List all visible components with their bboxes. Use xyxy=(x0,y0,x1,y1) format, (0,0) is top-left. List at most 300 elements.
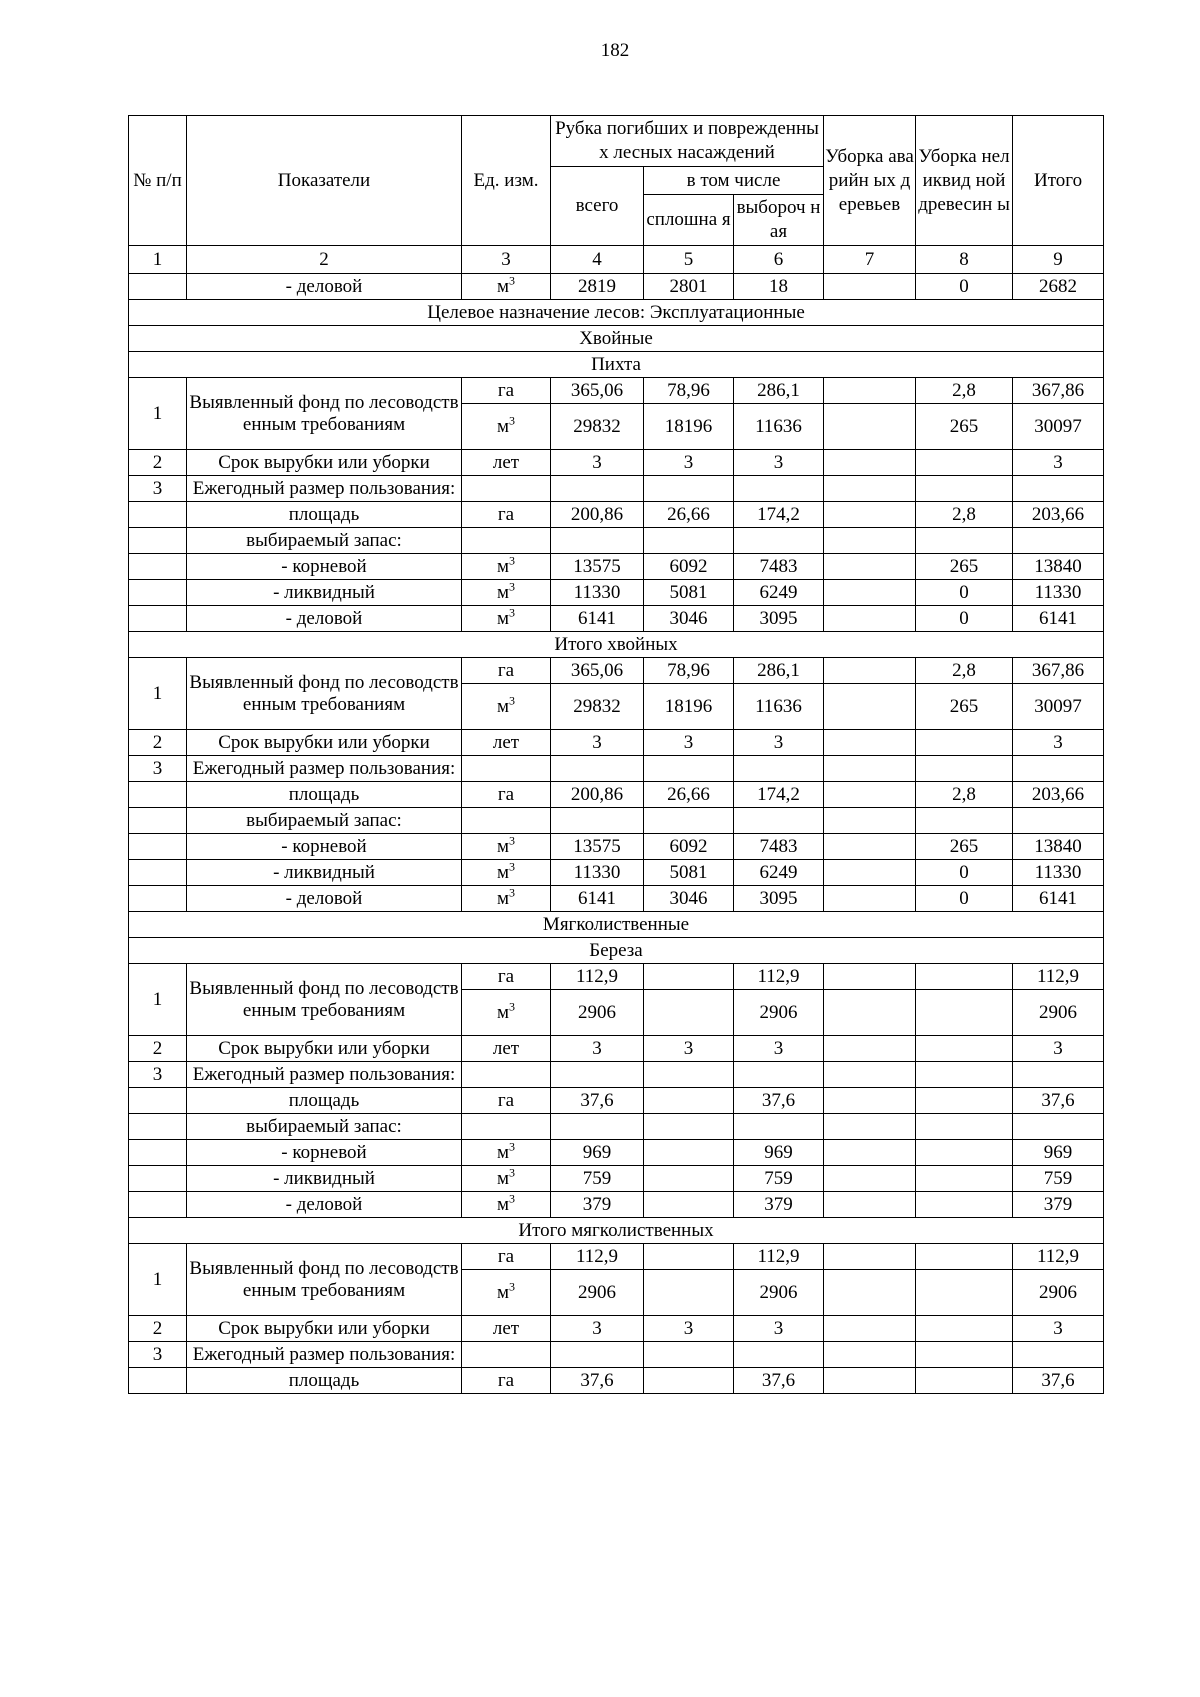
value-cell xyxy=(824,476,916,502)
section-title: Целевое назначение лесов: Эксплуатационные xyxy=(129,300,1104,326)
value-cell: 367,86 xyxy=(1013,658,1104,684)
table-row xyxy=(129,782,1104,808)
row-number xyxy=(129,554,187,580)
unit-text: м xyxy=(496,861,510,883)
row-label: - деловой xyxy=(187,886,462,912)
row-number xyxy=(129,1140,187,1166)
header-including: в том числе xyxy=(644,167,824,195)
unit-cell xyxy=(462,990,551,1036)
value-cell xyxy=(824,964,916,990)
unit-cell xyxy=(462,450,551,476)
row-label: - корневой xyxy=(187,554,462,580)
value-cell: 0 xyxy=(916,580,1013,606)
value-cell: 6092 xyxy=(644,834,734,860)
unit-cell xyxy=(462,658,551,684)
value-cell: 11330 xyxy=(551,860,644,886)
value-cell xyxy=(824,1244,916,1270)
column-number: 3 xyxy=(462,246,551,274)
value-cell: 3 xyxy=(734,730,824,756)
unit-superscript: 3 xyxy=(509,413,516,428)
row-number xyxy=(129,834,187,860)
row-label: - корневой xyxy=(187,834,462,860)
value-cell xyxy=(824,1088,916,1114)
value-cell: 759 xyxy=(1013,1166,1104,1192)
value-cell xyxy=(551,808,644,834)
value-cell: 30097 xyxy=(1013,404,1104,450)
row-label: Выявленный фонд по лесоводственным требованиям xyxy=(187,378,462,450)
value-cell: 7483 xyxy=(734,834,824,860)
value-cell: 3 xyxy=(734,1036,824,1062)
row-number: 2 xyxy=(129,730,187,756)
value-cell: 112,9 xyxy=(551,964,644,990)
value-cell: 3 xyxy=(644,450,734,476)
unit-cell xyxy=(462,404,551,450)
unit-cell xyxy=(462,1244,551,1270)
value-cell xyxy=(824,1192,916,1218)
value-cell xyxy=(644,1244,734,1270)
header-total-all: всего xyxy=(551,167,644,246)
value-cell xyxy=(824,1036,916,1062)
value-cell: 11330 xyxy=(1013,580,1104,606)
row-number xyxy=(129,886,187,912)
value-cell xyxy=(916,1244,1013,1270)
unit-cell xyxy=(462,1342,551,1368)
value-cell: 203,66 xyxy=(1013,782,1104,808)
value-cell: 78,96 xyxy=(644,378,734,404)
unit-text: м xyxy=(496,695,510,717)
value-cell: 3 xyxy=(644,1316,734,1342)
value-cell: 2801 xyxy=(644,274,734,300)
value-cell xyxy=(916,730,1013,756)
unit-superscript: 3 xyxy=(509,1139,516,1154)
value-cell: 969 xyxy=(551,1140,644,1166)
value-cell: 2,8 xyxy=(916,658,1013,684)
table-row xyxy=(129,528,1104,554)
value-cell: 3 xyxy=(734,1316,824,1342)
unit-cell xyxy=(462,964,551,990)
row-label: - ликвидный xyxy=(187,1166,462,1192)
value-cell: 7483 xyxy=(734,554,824,580)
value-cell: 112,9 xyxy=(551,1244,644,1270)
header-illiquid: Уборка неликвид ной древесин ы xyxy=(916,116,1013,246)
table-row xyxy=(129,274,1104,300)
unit-text: лет xyxy=(492,731,520,753)
value-cell xyxy=(644,528,734,554)
value-cell: 37,6 xyxy=(551,1088,644,1114)
value-cell: 0 xyxy=(916,606,1013,632)
value-cell: 2906 xyxy=(1013,990,1104,1036)
header-total: Итого xyxy=(1013,116,1104,246)
value-cell: 3 xyxy=(551,1036,644,1062)
value-cell: 29832 xyxy=(551,404,644,450)
value-cell xyxy=(916,1114,1013,1140)
unit-superscript: 3 xyxy=(509,1165,516,1180)
value-cell: 3 xyxy=(644,1036,734,1062)
table-row xyxy=(129,886,1104,912)
value-cell xyxy=(644,990,734,1036)
table-row xyxy=(129,580,1104,606)
row-number: 2 xyxy=(129,1316,187,1342)
value-cell: 3 xyxy=(1013,730,1104,756)
value-cell: 3095 xyxy=(734,886,824,912)
value-cell xyxy=(644,1166,734,1192)
value-cell xyxy=(824,808,916,834)
value-cell xyxy=(916,1062,1013,1088)
unit-text: м xyxy=(496,1141,510,1163)
value-cell: 286,1 xyxy=(734,378,824,404)
value-cell: 365,06 xyxy=(551,658,644,684)
value-cell xyxy=(916,1316,1013,1342)
unit-superscript: 3 xyxy=(509,273,516,288)
header-indicators: Показатели xyxy=(187,116,462,246)
unit-cell xyxy=(462,1192,551,1218)
unit-text: лет xyxy=(492,1317,520,1339)
value-cell xyxy=(734,1114,824,1140)
value-cell xyxy=(916,1270,1013,1316)
value-cell: 6141 xyxy=(1013,886,1104,912)
row-label: площадь xyxy=(187,1368,462,1394)
row-number: 3 xyxy=(129,756,187,782)
unit-superscript: 3 xyxy=(509,885,516,900)
unit-superscript: 3 xyxy=(509,579,516,594)
row-number xyxy=(129,606,187,632)
value-cell: 969 xyxy=(734,1140,824,1166)
unit-text: лет xyxy=(492,1037,520,1059)
column-number: 2 xyxy=(187,246,462,274)
row-number xyxy=(129,1114,187,1140)
value-cell xyxy=(916,808,1013,834)
value-cell: 11330 xyxy=(551,580,644,606)
row-number: 1 xyxy=(129,378,187,450)
value-cell xyxy=(824,1368,916,1394)
value-cell xyxy=(1013,1342,1104,1368)
value-cell xyxy=(734,476,824,502)
value-cell: 112,9 xyxy=(734,1244,824,1270)
unit-cell xyxy=(462,1316,551,1342)
value-cell: 13575 xyxy=(551,834,644,860)
table-row xyxy=(129,808,1104,834)
value-cell: 78,96 xyxy=(644,658,734,684)
table-row xyxy=(129,1166,1104,1192)
unit-text: м xyxy=(496,887,510,909)
row-number xyxy=(129,860,187,886)
value-cell xyxy=(824,782,916,808)
row-label: выбираемый запас: xyxy=(187,808,462,834)
value-cell xyxy=(644,1140,734,1166)
value-cell: 379 xyxy=(1013,1192,1104,1218)
value-cell: 18196 xyxy=(644,404,734,450)
value-cell: 3095 xyxy=(734,606,824,632)
value-cell: 6141 xyxy=(551,606,644,632)
value-cell: 13575 xyxy=(551,554,644,580)
row-label: выбираемый запас: xyxy=(187,1114,462,1140)
unit-cell xyxy=(462,886,551,912)
row-label: Выявленный фонд по лесоводственным требованиям xyxy=(187,1244,462,1316)
value-cell xyxy=(644,1368,734,1394)
section-row xyxy=(129,938,1104,964)
table-header xyxy=(129,116,1104,274)
value-cell: 265 xyxy=(916,834,1013,860)
row-label: - деловой xyxy=(187,1192,462,1218)
section-row xyxy=(129,1218,1104,1244)
value-cell: 3 xyxy=(551,1316,644,1342)
row-number: 1 xyxy=(129,658,187,730)
value-cell: 6141 xyxy=(1013,606,1104,632)
value-cell xyxy=(734,808,824,834)
value-cell: 3 xyxy=(734,450,824,476)
row-label: площадь xyxy=(187,1088,462,1114)
section-row xyxy=(129,326,1104,352)
value-cell: 3 xyxy=(1013,1036,1104,1062)
value-cell: 2,8 xyxy=(916,782,1013,808)
value-cell xyxy=(824,1270,916,1316)
row-label: Срок вырубки или уборки xyxy=(187,450,462,476)
value-cell xyxy=(1013,1062,1104,1088)
unit-cell xyxy=(462,1088,551,1114)
value-cell xyxy=(916,1368,1013,1394)
section-title: Итого мягколиственных xyxy=(129,1218,1104,1244)
unit-superscript: 3 xyxy=(509,553,516,568)
value-cell xyxy=(644,1192,734,1218)
value-cell: 969 xyxy=(1013,1140,1104,1166)
unit-cell xyxy=(462,1166,551,1192)
unit-text: м xyxy=(496,555,510,577)
unit-superscript: 3 xyxy=(509,1191,516,1206)
value-cell: 6092 xyxy=(644,554,734,580)
value-cell: 6249 xyxy=(734,860,824,886)
value-cell: 112,9 xyxy=(1013,964,1104,990)
row-number: 1 xyxy=(129,964,187,1036)
row-number xyxy=(129,580,187,606)
unit-text: га xyxy=(497,965,515,987)
table-row xyxy=(129,1088,1104,1114)
row-label: Ежегодный размер пользования: xyxy=(187,476,462,502)
table-row xyxy=(129,658,1104,684)
section-row xyxy=(129,632,1104,658)
unit-text: м xyxy=(496,1001,510,1023)
row-label: - деловой xyxy=(187,274,462,300)
unit-superscript: 3 xyxy=(509,1279,516,1294)
value-cell xyxy=(916,1088,1013,1114)
value-cell: 2819 xyxy=(551,274,644,300)
table-row xyxy=(129,502,1104,528)
table-row xyxy=(129,450,1104,476)
table-row xyxy=(129,378,1104,404)
value-cell xyxy=(916,964,1013,990)
table-row xyxy=(129,1140,1104,1166)
value-cell: 203,66 xyxy=(1013,502,1104,528)
value-cell xyxy=(644,1270,734,1316)
value-cell: 0 xyxy=(916,860,1013,886)
value-cell xyxy=(734,756,824,782)
value-cell xyxy=(824,274,916,300)
value-cell xyxy=(824,886,916,912)
row-number xyxy=(129,1368,187,1394)
table-row xyxy=(129,554,1104,580)
column-number: 4 xyxy=(551,246,644,274)
value-cell: 2,8 xyxy=(916,502,1013,528)
value-cell: 2906 xyxy=(734,1270,824,1316)
row-number xyxy=(129,528,187,554)
column-numbers-row xyxy=(129,246,1104,274)
table-row xyxy=(129,730,1104,756)
value-cell: 3 xyxy=(551,730,644,756)
unit-cell xyxy=(462,730,551,756)
value-cell xyxy=(824,658,916,684)
table-row xyxy=(129,1244,1104,1270)
value-cell xyxy=(644,1114,734,1140)
value-cell xyxy=(551,476,644,502)
value-cell xyxy=(824,450,916,476)
value-cell: 2682 xyxy=(1013,274,1104,300)
column-number: 7 xyxy=(824,246,916,274)
value-cell xyxy=(1013,808,1104,834)
unit-cell xyxy=(462,502,551,528)
table-row xyxy=(129,834,1104,860)
value-cell xyxy=(644,476,734,502)
table-row xyxy=(129,476,1104,502)
unit-cell xyxy=(462,834,551,860)
row-label: Ежегодный размер пользования: xyxy=(187,1062,462,1088)
row-number xyxy=(129,502,187,528)
value-cell xyxy=(824,860,916,886)
value-cell: 365,06 xyxy=(551,378,644,404)
value-cell xyxy=(824,1342,916,1368)
unit-text: га xyxy=(497,1369,515,1391)
column-number: 8 xyxy=(916,246,1013,274)
value-cell xyxy=(551,528,644,554)
value-cell: 37,6 xyxy=(1013,1088,1104,1114)
value-cell xyxy=(644,1088,734,1114)
unit-cell xyxy=(462,554,551,580)
value-cell: 37,6 xyxy=(734,1368,824,1394)
unit-cell xyxy=(462,1270,551,1316)
unit-superscript: 3 xyxy=(509,693,516,708)
row-label: - ликвидный xyxy=(187,860,462,886)
forest-felling-table xyxy=(128,115,1104,1394)
unit-cell xyxy=(462,1036,551,1062)
value-cell xyxy=(551,1062,644,1088)
unit-superscript: 3 xyxy=(509,833,516,848)
column-number: 5 xyxy=(644,246,734,274)
row-number: 1 xyxy=(129,1244,187,1316)
row-number: 2 xyxy=(129,1036,187,1062)
unit-cell xyxy=(462,808,551,834)
page-number: 182 xyxy=(600,40,630,61)
value-cell: 3 xyxy=(1013,450,1104,476)
table-row xyxy=(129,1036,1104,1062)
unit-superscript: 3 xyxy=(509,859,516,874)
value-cell xyxy=(824,528,916,554)
value-cell: 37,6 xyxy=(734,1088,824,1114)
value-cell: 18196 xyxy=(644,684,734,730)
table-row xyxy=(129,1342,1104,1368)
section-title: Пихта xyxy=(129,352,1104,378)
value-cell xyxy=(916,528,1013,554)
unit-text: м xyxy=(496,607,510,629)
table-row xyxy=(129,860,1104,886)
value-cell: 37,6 xyxy=(1013,1368,1104,1394)
value-cell: 5081 xyxy=(644,860,734,886)
value-cell: 0 xyxy=(916,886,1013,912)
unit-cell xyxy=(462,1062,551,1088)
value-cell xyxy=(734,1062,824,1088)
header-unit: Ед. изм. xyxy=(462,116,551,246)
unit-text: м xyxy=(496,1281,510,1303)
row-label: - деловой xyxy=(187,606,462,632)
value-cell xyxy=(824,1316,916,1342)
unit-text: м xyxy=(496,581,510,603)
value-cell: 3046 xyxy=(644,606,734,632)
section-row xyxy=(129,352,1104,378)
unit-cell xyxy=(462,684,551,730)
value-cell: 0 xyxy=(916,274,1013,300)
value-cell xyxy=(824,756,916,782)
value-cell: 6141 xyxy=(551,886,644,912)
value-cell xyxy=(644,964,734,990)
value-cell: 30097 xyxy=(1013,684,1104,730)
value-cell: 200,86 xyxy=(551,782,644,808)
value-cell: 2,8 xyxy=(916,378,1013,404)
value-cell xyxy=(916,1140,1013,1166)
value-cell: 3 xyxy=(644,730,734,756)
row-label: Срок вырубки или уборки xyxy=(187,1036,462,1062)
unit-cell xyxy=(462,606,551,632)
value-cell xyxy=(734,528,824,554)
value-cell: 112,9 xyxy=(1013,1244,1104,1270)
section-title: Береза xyxy=(129,938,1104,964)
value-cell xyxy=(824,378,916,404)
unit-text: м xyxy=(496,835,510,857)
value-cell: 13840 xyxy=(1013,834,1104,860)
value-cell: 11330 xyxy=(1013,860,1104,886)
unit-cell xyxy=(462,580,551,606)
row-label: Ежегодный размер пользования: xyxy=(187,756,462,782)
unit-superscript: 3 xyxy=(509,605,516,620)
value-cell: 759 xyxy=(551,1166,644,1192)
value-cell: 5081 xyxy=(644,580,734,606)
value-cell: 26,66 xyxy=(644,502,734,528)
header-num: № п/п xyxy=(129,116,187,246)
value-cell: 2906 xyxy=(1013,1270,1104,1316)
value-cell: 379 xyxy=(734,1192,824,1218)
section-title: Итого хвойных xyxy=(129,632,1104,658)
unit-cell xyxy=(462,756,551,782)
value-cell xyxy=(551,1114,644,1140)
value-cell: 759 xyxy=(734,1166,824,1192)
value-cell: 112,9 xyxy=(734,964,824,990)
table-row xyxy=(129,1316,1104,1342)
value-cell xyxy=(1013,1114,1104,1140)
value-cell: 18 xyxy=(734,274,824,300)
row-label: Выявленный фонд по лесоводственным требованиям xyxy=(187,964,462,1036)
column-number: 9 xyxy=(1013,246,1104,274)
table-row xyxy=(129,606,1104,632)
column-number: 6 xyxy=(734,246,824,274)
value-cell xyxy=(824,684,916,730)
section-row xyxy=(129,912,1104,938)
table-row xyxy=(129,1192,1104,1218)
unit-text: м xyxy=(496,1167,510,1189)
value-cell: 29832 xyxy=(551,684,644,730)
unit-cell xyxy=(462,860,551,886)
value-cell: 379 xyxy=(551,1192,644,1218)
value-cell xyxy=(551,756,644,782)
unit-text: га xyxy=(497,1245,515,1267)
value-cell xyxy=(824,834,916,860)
value-cell: 174,2 xyxy=(734,782,824,808)
value-cell xyxy=(1013,476,1104,502)
